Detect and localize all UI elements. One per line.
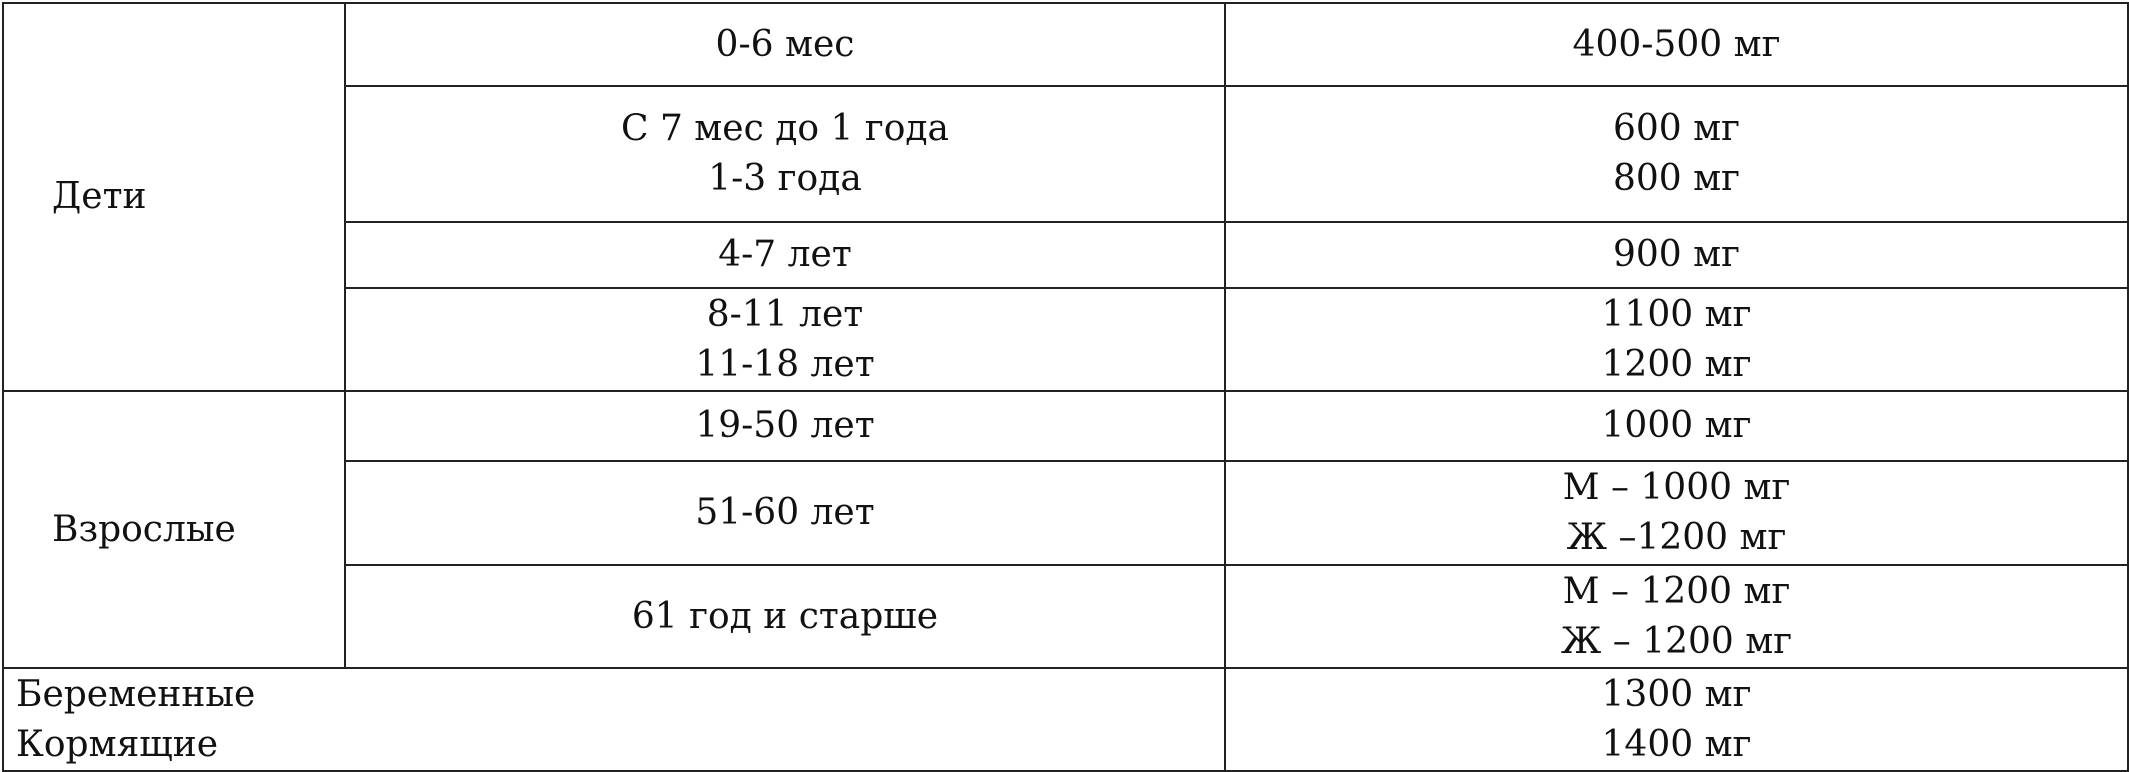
dose-value: М – 1000 мг — [1562, 467, 1791, 508]
pregnant-nursing-cell — [3, 668, 1225, 771]
adults-group-label: Взрослые — [52, 508, 236, 550]
dose-value: 900 мг — [1612, 234, 1741, 275]
age-cell — [345, 391, 1225, 461]
age-label: 61 год и старше — [631, 595, 939, 637]
children-group-label: Дети — [52, 176, 147, 217]
age-label: 0-6 мес — [715, 23, 855, 65]
adults-group-cell — [3, 391, 345, 668]
age-cell — [345, 288, 1225, 391]
dose-value: 1000 мг — [1601, 405, 1752, 446]
dose-cell — [1225, 461, 2128, 565]
age-label: 4-7 лет — [718, 234, 852, 275]
dose-value: 600 мг — [1612, 108, 1741, 149]
table-row — [3, 391, 2128, 461]
dose-value: 1300 мг — [1601, 673, 1752, 715]
age-label: 1-3 года — [708, 158, 862, 199]
age-cell — [345, 86, 1225, 222]
table-row — [3, 668, 2128, 771]
dosage-table — [2, 2, 2129, 772]
age-label: 11-18 лет — [695, 343, 875, 385]
age-cell — [345, 461, 1225, 565]
dose-value: 400-500 мг — [1572, 23, 1781, 65]
dose-cell — [1225, 391, 2128, 461]
dose-value: Ж –1200 мг — [1566, 517, 1787, 558]
dose-cell — [1225, 222, 2128, 288]
dose-cell — [1225, 565, 2128, 668]
children-group-cell — [3, 3, 345, 391]
table-row — [3, 3, 2128, 86]
dosage-table-container — [2, 2, 2127, 770]
dose-value: Ж – 1200 мг — [1560, 620, 1793, 662]
age-cell — [345, 222, 1225, 288]
age-cell — [345, 3, 1225, 86]
dose-value: М – 1200 мг — [1562, 570, 1791, 612]
age-label: 8-11 лет — [706, 293, 864, 335]
dose-cell — [1225, 668, 2128, 771]
age-label: 19-50 лет — [695, 405, 875, 446]
dose-cell — [1225, 86, 2128, 222]
age-label: С 7 мес до 1 года — [620, 108, 950, 149]
nursing-group-label: Кормящие — [16, 723, 219, 765]
dose-value: 1200 мг — [1601, 343, 1752, 385]
pregnant-group-label: Беременные — [16, 673, 256, 715]
dose-value: 800 мг — [1612, 158, 1741, 199]
age-cell — [345, 565, 1225, 668]
dose-cell — [1225, 3, 2128, 86]
age-label: 51-60 лет — [695, 492, 875, 533]
dose-value: 1100 мг — [1601, 293, 1752, 335]
dose-cell — [1225, 288, 2128, 391]
dose-value: 1400 мг — [1601, 723, 1752, 765]
